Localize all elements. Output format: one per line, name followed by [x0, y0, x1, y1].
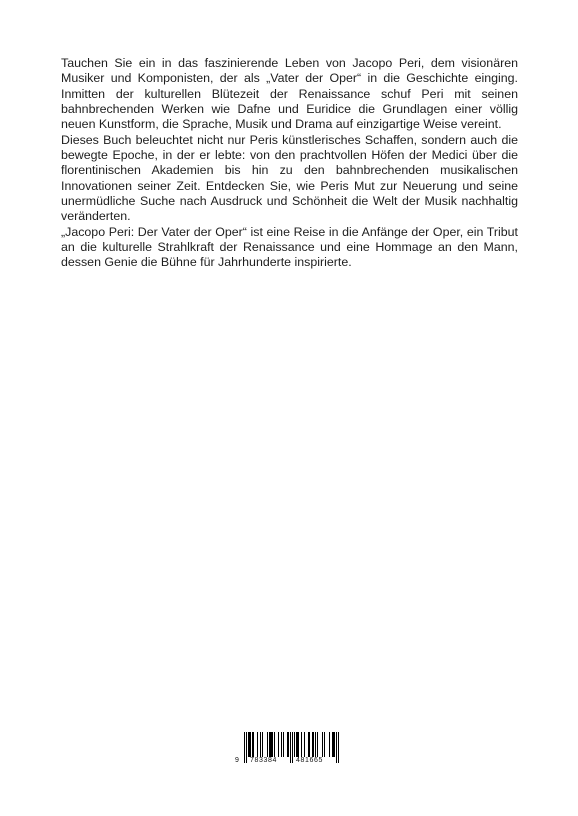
- barcode-bar: [267, 732, 268, 757]
- barcode-bar: [332, 732, 333, 757]
- back-cover-text: [61, 56, 518, 271]
- barcode-bar: [312, 732, 313, 757]
- barcode-bar: [301, 732, 302, 757]
- barcode-bar: [329, 732, 330, 757]
- barcode-bar: [283, 732, 284, 757]
- barcode-bar: [249, 732, 250, 757]
- barcode-bar: [304, 732, 305, 757]
- barcode-bar: [278, 732, 279, 757]
- barcode-bar: [260, 732, 261, 757]
- barcode-bar: [309, 732, 310, 757]
- barcode-bar: [333, 732, 334, 757]
- barcode-guard-bar: [290, 732, 291, 763]
- barcode-bar: [274, 732, 275, 757]
- barcode-bar: [308, 732, 309, 757]
- barcode-bar: [281, 732, 282, 757]
- paragraph-closing: „Jacopo Peri: Der Vater der Oper“ ist eine Reise in die Anfänge der Oper, ein Tribut an die kulturelle Strahlkraft der Renaissance und eine Hommage an den Mann, dessen Genie die Bühne für Jahrhunderte inspirierte.: [61, 224, 518, 270]
- barcode-bar: [313, 732, 314, 757]
- barcode-bar: [317, 732, 318, 757]
- barcode-bar: [334, 732, 335, 757]
- barcode-bar: [269, 732, 270, 757]
- barcode-guard-bar: [338, 732, 339, 763]
- barcode-bar: [287, 732, 288, 757]
- barcode-bar: [298, 732, 299, 757]
- barcode-bar: [271, 732, 272, 757]
- barcode-bar: [294, 732, 295, 757]
- barcode-bar: [322, 732, 323, 757]
- barcode-bar: [270, 732, 271, 757]
- paragraph-epoch: Dieses Buch beleuchtet nicht nur Peris künstlerisches Schaffen, sondern auch die bewegte Epoche, in der er lebte: von den prachtvollen Höfen der Medici über die florentinischen Akademien bis hin zu den bahnbrechenden musikalischen Innovationen seiner Zeit. Entdecken Sie, wie Peris Mut zur Neuerung und seine unermüdliche Suche nach Ausdruck und Schönheit die Welt der Musik nachhaltig veränderten.: [61, 132, 518, 224]
- barcode-bar: [296, 732, 297, 757]
- isbn-barcode: [235, 732, 341, 768]
- barcode-bar: [297, 732, 298, 757]
- barcode-guard-bar: [244, 732, 245, 763]
- paragraph-intro: Tauchen Sie ein in das faszinierende Leben von Jacopo Peri, dem visionären Musiker und Komponisten, der als „Vater der Oper“ in die Geschichte einging. Inmitten der kulturellen Blütezeit der Renaissance schuf Peri mit seinen bahnbrechenden Werken wie Dafne und Euridice die Grundlagen einer völlig neuen Kunstform, die Sprache, Musik und Drama auf einzigartige Weise vereint.: [61, 56, 518, 132]
- barcode-bar: [262, 732, 263, 757]
- barcode-guard-bar: [336, 732, 337, 763]
- barcode-bar: [315, 732, 316, 757]
- barcode-bar: [288, 732, 289, 757]
- barcode-bar: [250, 732, 251, 757]
- barcode-lead-digit: 9: [235, 757, 240, 764]
- barcode-right-digits: 481665: [296, 757, 323, 764]
- barcode-bar: [252, 732, 253, 757]
- barcode-bar: [272, 732, 273, 757]
- barcode-bar: [253, 732, 254, 757]
- barcode-guard-bar: [292, 732, 293, 763]
- barcode-guard-bar: [246, 732, 247, 763]
- barcode-bar: [257, 732, 258, 757]
- barcode-bar: [248, 732, 249, 757]
- barcode-bar: [324, 732, 325, 757]
- barcode-left-digits: 783384: [250, 757, 277, 764]
